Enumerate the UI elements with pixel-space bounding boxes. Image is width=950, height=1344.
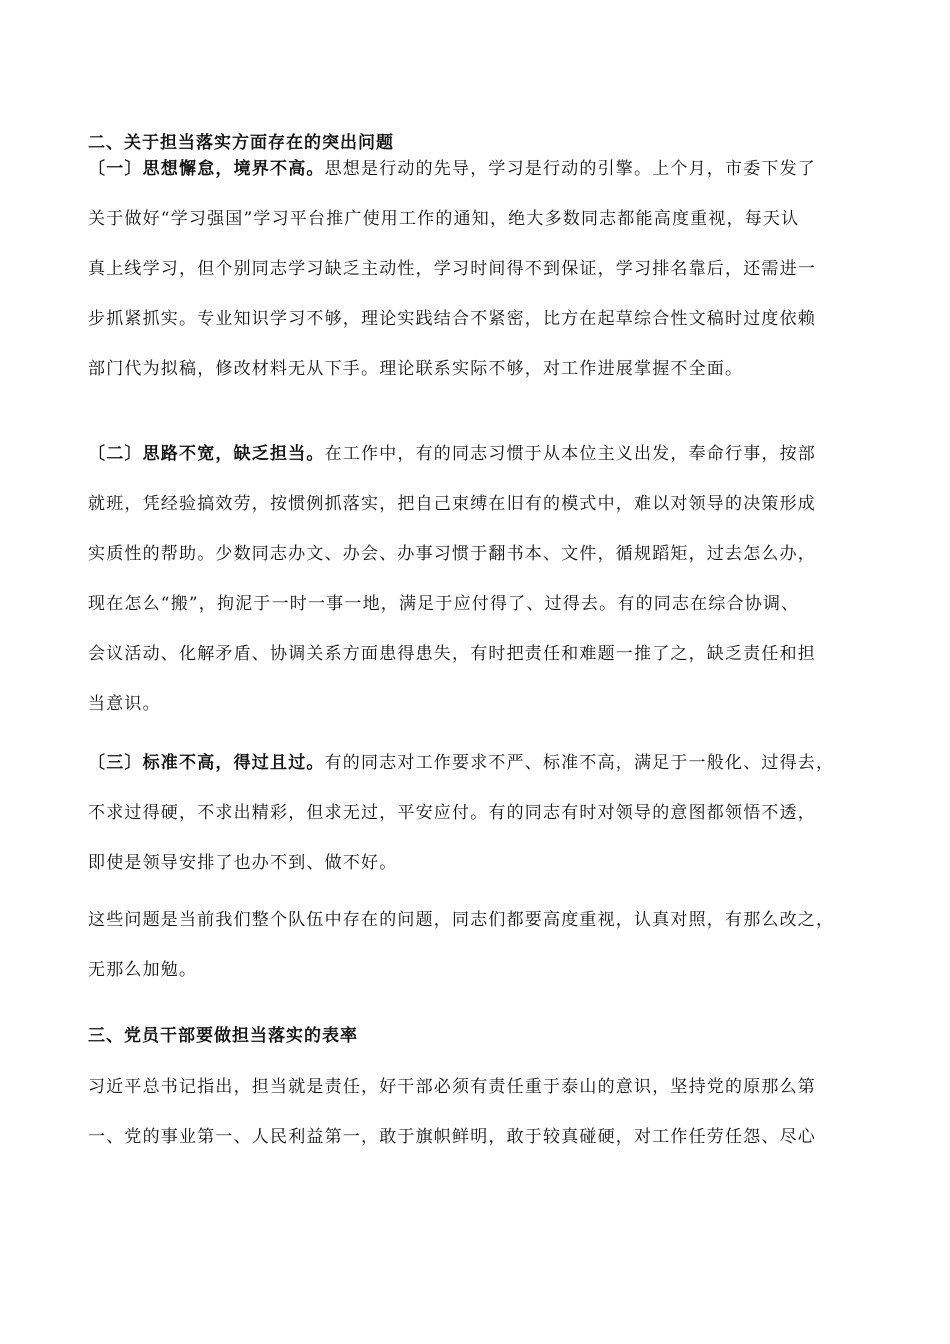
paragraph-line: 关于做好“学习强国”学习平台推广使用工作的通知，绝大多数同志都能高度重视，每天认 bbox=[88, 209, 800, 229]
paragraph-line: 不求过得硬，不求出精彩，但求无过，平安应付。有的同志有时对领导的意图都领悟不透， bbox=[88, 803, 816, 823]
paragraph-line: 就班，凭经验搞效劳，按惯例抓落实，把自己束缚在旧有的模式中，难以对领导的决策形成 bbox=[88, 494, 816, 514]
paragraph-line bbox=[88, 144, 878, 194]
section-heading-2: 二、关于担当落实方面存在的突出问题 bbox=[88, 133, 394, 153]
paragraph-summary bbox=[88, 895, 878, 995]
section-heading-3: 三、党员干部要做担当落实的表率 bbox=[88, 1026, 358, 1046]
paragraph-text: 思想是行动的先导，学习是行动的引擎。上个月，市委下发了 bbox=[324, 159, 817, 179]
paragraph-line bbox=[88, 738, 878, 788]
paragraph-narrow-thinking bbox=[88, 429, 878, 729]
paragraph-line: 真上线学习，但个别同志学习缺乏主动性，学习时间得不到保证，学习排名靠后，还需进一 bbox=[88, 259, 816, 279]
paragraph-line: 步抓紧抓实。专业知识学习不够，理论实践结合不紧密，比方在起草综合性文稿时过度依赖 bbox=[88, 309, 816, 329]
paragraph-line: 实质性的帮助。少数同志办文、办会、办事习惯于翻书本、文件，循规蹈矩，过去怎么办， bbox=[88, 544, 816, 564]
paragraph-line: 当意识。 bbox=[88, 694, 161, 714]
paragraph-text: 有的同志对工作要求不严、标准不高，满足于一般化、过得去， bbox=[324, 753, 835, 773]
paragraph-line: 无那么加勉。 bbox=[88, 960, 198, 980]
paragraph-text: 在工作中，有的同志习惯于从本位主义出发，奉命行事，按部 bbox=[324, 444, 817, 464]
paragraph-line: 现在怎么“搬”，拘泥于一时一事一地，满足于应付得了、过得去。有的同志在综合协调、 bbox=[88, 594, 800, 614]
paragraph-responsibility bbox=[88, 1062, 878, 1162]
paragraph-line: 部门代为拟稿，修改材料无从下手。理论联系实际不够，对工作进展掌握不全面。 bbox=[88, 359, 744, 379]
paragraph-thinking-slack bbox=[88, 144, 878, 394]
paragraph-line: 这些问题是当前我们整个队伍中存在的问题，同志们都要高度重视，认真对照，有那么改之， bbox=[88, 910, 835, 930]
paragraph-line: 会议活动、化解矛盾、协调关系方面患得患失，有时把责任和难题一推了之，缺乏责任和担 bbox=[88, 644, 816, 664]
paragraph-line: 一、党的事业第一、人民利益第一，敢于旗帜鲜明，敢于较真碰硬，对工作任劳任怨、尽心 bbox=[88, 1127, 816, 1147]
paragraph-line: 即使是领导安排了也办不到、做不好。 bbox=[88, 853, 398, 873]
paragraph-line: 习近平总书记指出，担当就是责任，好干部必须有责任重于泰山的意识，坚持党的原那么第 bbox=[88, 1077, 816, 1097]
paragraph-line bbox=[88, 429, 878, 479]
paragraph-lead: 〔二〕思路不宽，缺乏担当。 bbox=[88, 444, 325, 464]
paragraph-lead: 〔三〕标准不高，得过且过。 bbox=[88, 753, 325, 773]
paragraph-low-standards bbox=[88, 738, 878, 888]
paragraph-lead: 〔一〕思想懈怠，境界不高。 bbox=[88, 159, 325, 179]
